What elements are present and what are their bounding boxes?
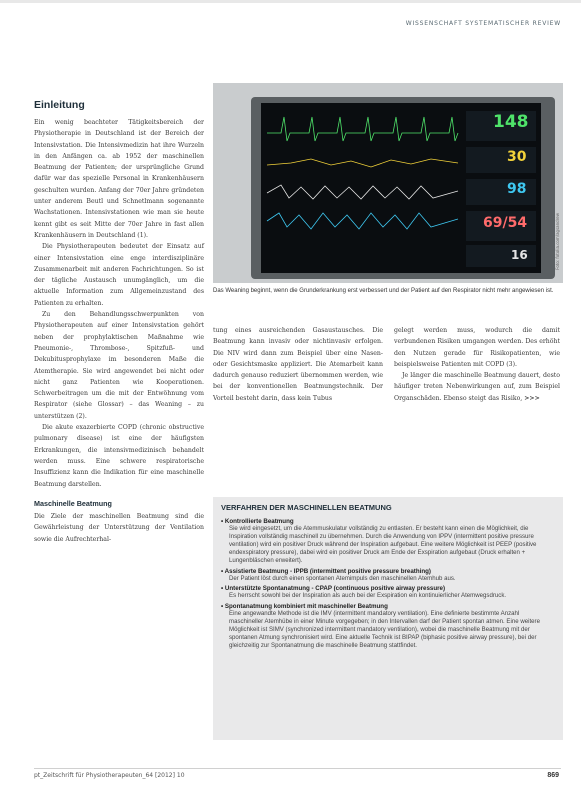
middle-column <box>213 325 383 404</box>
box-item-text: Es herrscht sowohl bei der Inspiration als auch bei der Exspiration ein kontinuierlicher Atemwegsdruck. <box>229 592 507 600</box>
monitor-screen <box>261 103 541 273</box>
paragraph-treatment-focus: Zu den Behandlungsschwerpunkten von Physiotherapeuten auf einer Intensivstation gehört neben der prophylaktischen Maßnahme wie Pneumonie-, Thrombose-, Spitzfuß- und Dekubitusprophylaxe im besonderen Maße die Atemtherapie. Sie wird angewendet bei nicht oder nicht ganz Patienten wie Kooperationen. Schwerbeitragen um die mit der Entwöhnung vom Respirator (siehe Glossar) – das Weaning – zu unterstützen (2). <box>34 311 204 420</box>
journal-citation: pt_Zeitschrift für Physiotherapeuten_64 [2012] 10 <box>34 772 185 779</box>
heart-rate-value: 148 <box>493 112 529 132</box>
section-label: WISSENSCHAFT SYSTEMATISCHER REVIEW <box>405 20 561 27</box>
article-heading: Einleitung <box>34 99 85 111</box>
info-box-title: VERFAHREN DER MASCHINELLEN BEATMUNG <box>221 503 392 512</box>
box-item-text: Der Patient löst durch einen spontanen Atemimpuls den maschinellen Atemhub aus. <box>229 574 456 582</box>
respiration-value: 30 <box>507 149 527 165</box>
left-column <box>34 117 204 545</box>
ventilator-monitor-photo <box>213 83 563 283</box>
box-item-head: • Kontrollierte Beatmung <box>221 518 294 525</box>
continue-mark: >>> <box>524 394 540 402</box>
figure-caption: Das Weaning beginnt, wenn die Grunderkrankung erst verbessert und der Patient auf den Respirator nicht mehr angewiesen ist. <box>213 288 554 294</box>
subheading-maschinelle-beatmung: Maschinelle Beatmung <box>34 498 112 508</box>
paragraph-gas-exchange: tung eines ausreichenden Gasaustausches. Die Beatmung kann invasiv oder nichtinvasiv erfolgen. Die NIV wird dann zum Beispiel über eine Nasen- oder Gesichtsmaske appliziert. Die Atemarbeit kann dadurch genauso reduziert übernommen werden, wie bei der konventionellen Beatmungstechnik. Der Vorteil besteht darin, dass kein Tubus <box>213 327 383 402</box>
box-item-head: • Unterstützte Spontanatmung - CPAP (continuous positive airway pressure) <box>221 585 446 593</box>
box-item-combined <box>221 603 555 650</box>
info-box <box>213 497 563 740</box>
paragraph-risks: gelegt werden muss, wodurch die damit verbundenen Risiken umgangen werden. Des erhöht den Nutzen gerade für Risikopatienten, wie beispielsweise Patienten mit COPD (3). <box>394 327 560 368</box>
paragraph-duration <box>394 370 560 404</box>
header-rule <box>0 0 581 3</box>
footer-rule <box>34 768 561 769</box>
page-number: 869 <box>547 772 559 779</box>
paragraph-intro: Ein wenig beachteter Tätigkeitsbereich der Physiotherapie in Deutschland ist der Bereich der Intensivstation. Die Intensivmedizin hat ihre Wurzeln in den Anfängen ca. ab 1952 der maschinellen Beatmung der Patienten; der ursprüngliche Grund dafür war das spezielle Personal in Krankenhäusern geschulten wurden. Anfang der 70er Jahre gründeten unter anderem Beutl und Schnetlmann sogenannte Wachstationen. Intensivstationen wie man sie heute kennt gibt es seit Mitte der 70er Jahre in fast allen Krankenhäusern in Deutschland (1). <box>34 119 204 239</box>
box-item-head: • Assistierte Beatmung - IPPB (intermittent positive pressure breathing) <box>221 567 431 575</box>
spo2-value: 98 <box>507 181 527 197</box>
box-item-controlled <box>221 518 555 565</box>
box-item-text: Eine angewandte Methode ist die IMV (intermittent mandatory ventilation). Eine definierte bestimmte Anzahl maschineller Atemhübe in einer Minute vorgegeben; in den Intervallen darf der Patient spontan atmen. Eine weitere Möglichkeit ist SIMV (synchronized intermittent mandatory ventilation), wobei die maschinelle Beatmung mit der spontanen Atmung synchronisiert wird. Eine aktuelle Technik ist BIPAP (biphasic positive airway pressure), bei der gleichzeitig zur Spontanatmung die maschinelle Beatmung stattfindet. <box>229 610 540 649</box>
box-item-text: Sie wird eingesetzt, um die Atemmuskulatur vollständig zu entlasten. Er besteht kann einen die Möglichkeit, die Inspiration vollständig maschinell zu übernehmen. Durch die Anwendung von IPPV (intermittent positive pressure ventilation) wird ein positiver Druck während der Inspiration aufgebaut. Eine weitere Möglichkeit ist PEEP (positive endexspiratory pressure), dabei wird ein positiver Druck am Ende der Exspiration aufgebaut (Druck erhalten + Lungenbläschen erweitert). <box>229 525 537 564</box>
paragraph-duration-text: Je länger die maschinelle Beatmung dauert, desto häufiger treten Nebenwirkungen auf, zum Beispiel Organschäden. Ebenso steigt das Risiko, <box>394 372 560 402</box>
box-item-assisted <box>221 568 555 583</box>
box-item-head: • Spontanatmung kombiniert mit maschineller Beatmung <box>221 603 388 611</box>
blood-pressure-value: 69/54 <box>483 215 528 231</box>
paragraph-interdisciplinary: Die Physiotherapeuten bedeutet der Einsatz auf einer Intensivstation eine enge interdisziplinäre Zusammenarbeit mit anderen Fachrichtungen. So ist der tägliche Austausch unumgänglich, um die aktuelle Information zum Allgemeinzustand des Patienten zu erhalten. <box>34 243 204 307</box>
box-item-cpap <box>221 585 555 600</box>
resp-rate-value: 16 <box>511 248 528 262</box>
paragraph-copd: Die akute exazerbierte COPD (chronic obstructive pulmonary disease) ist eine der häufigsten Erkrankungen, die intensivmedizinisch behandelt werden muss. Eine schwere respiratorische Insuffizienz kann die Indikation für eine maschinelle Beatmung darstellen. <box>34 424 204 488</box>
photo-credit: Foto: fotolia.com/agsandrew <box>555 213 560 270</box>
paragraph-goals: Die Ziele der maschinellen Beatmung sind die Gewährleistung der Unterstützung der Ventilation sowie die Aufrechterhal- <box>34 513 204 543</box>
right-column <box>394 325 560 404</box>
